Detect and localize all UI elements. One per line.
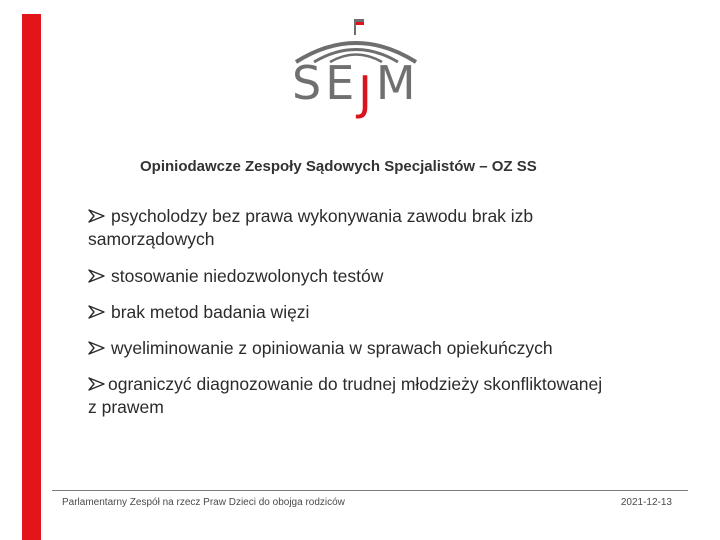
arrow-bullet-icon xyxy=(88,305,106,319)
arrow-bullet-icon xyxy=(88,341,106,355)
bullet-text: ograniczyć diagnozowanie do trudnej młodzieży skonfliktowanej xyxy=(108,374,603,394)
bullet-item xyxy=(88,265,688,288)
footer-date: 2021-12-13 xyxy=(620,497,672,508)
slide-heading: Opiniodawcze Zespoły Sądowych Specjalistów – OZ SS xyxy=(140,158,537,175)
bullet-item xyxy=(88,205,688,251)
footer-caption: Parlamentarny Zespół na rzecz Praw Dzieci do obojga rodziców xyxy=(62,497,345,508)
logo-wordmark xyxy=(292,56,420,120)
bullet-text: stosowanie niedozwolonych testów xyxy=(111,266,384,286)
bullet-text: psycholodzy bez prawa wykonywania zawodu brak izb xyxy=(111,206,534,226)
bullet-item xyxy=(88,301,688,324)
logo-letter-e: E xyxy=(325,56,359,110)
accent-bar xyxy=(22,14,41,540)
arrow-bullet-icon xyxy=(88,269,106,283)
bullet-text: brak metod badania więzi xyxy=(111,302,310,322)
bullet-item xyxy=(88,373,688,419)
logo-letter-s: S xyxy=(292,56,326,110)
bullet-text-cont: z prawem xyxy=(88,396,164,417)
sejm-logo xyxy=(286,14,426,124)
bullet-text-cont: samorządowych xyxy=(88,228,215,249)
footer-divider xyxy=(52,490,688,491)
logo-letter-j: J xyxy=(358,66,376,120)
bullet-text: wyeliminowanie z opiniowania w sprawach opiekuńczych xyxy=(111,338,553,358)
bullet-item xyxy=(88,337,688,360)
logo-letter-m: M xyxy=(375,56,420,110)
arrow-bullet-icon xyxy=(88,209,106,223)
arrow-bullet-icon xyxy=(88,377,106,391)
